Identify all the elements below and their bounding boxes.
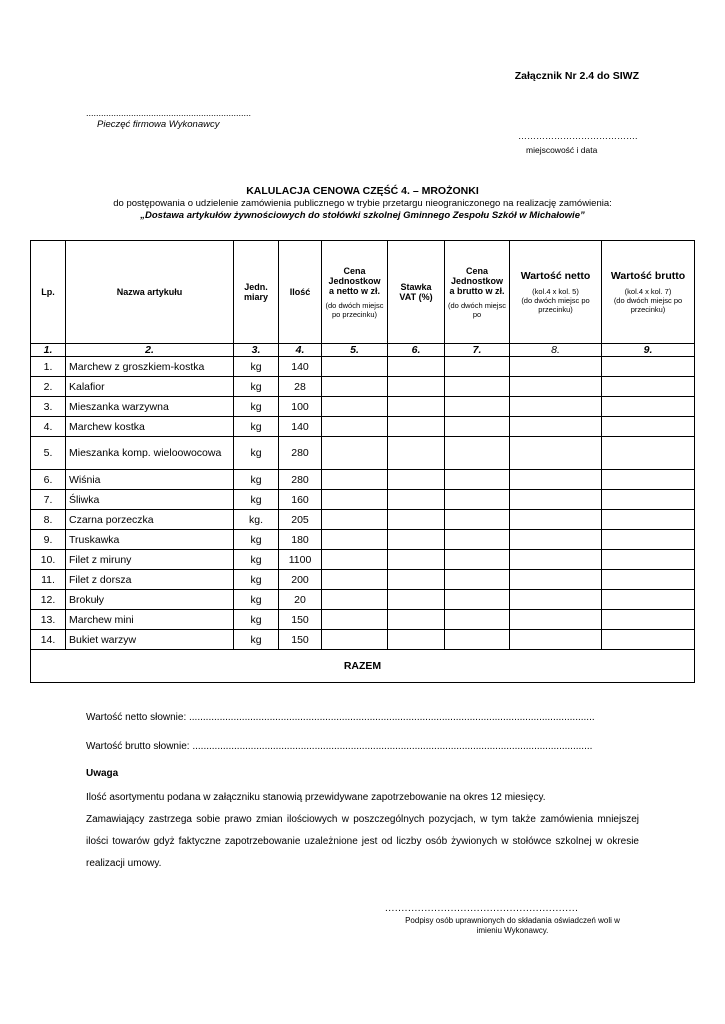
row-name: Filet z miruny [66, 550, 234, 570]
row-lp: 12. [31, 590, 66, 610]
header-net-value-formula: (kol.4 x kol. 5) [532, 287, 579, 296]
row-qty: 280 [279, 437, 322, 470]
table-row [31, 590, 695, 610]
row-name: Wiśnia [66, 470, 234, 490]
row-gross-price[interactable] [445, 470, 510, 490]
col-number: 8. [510, 344, 602, 357]
row-unit: kg [234, 610, 279, 630]
row-gross-price[interactable] [445, 510, 510, 530]
row-net-value[interactable] [510, 437, 602, 470]
table-row [31, 610, 695, 630]
row-gross-value[interactable] [602, 630, 695, 650]
row-qty: 200 [279, 570, 322, 590]
row-name: Truskawka [66, 530, 234, 550]
document-subtitle: do postępowania o udzielenie zamówienia publicznego w trybie przetargu nieograniczonego na realizację zamówienia: [113, 198, 612, 209]
contract-name: „Dostawa artykułów żywnościowych do stołówki szkolnej Gminnego Zespołu Szkół w Michałowie” [140, 210, 585, 221]
row-unit: kg [234, 490, 279, 510]
row-vat[interactable] [388, 550, 445, 570]
row-gross-value[interactable] [602, 417, 695, 437]
table-row [31, 377, 695, 397]
table-row [31, 530, 695, 550]
row-net-price[interactable] [322, 570, 388, 590]
row-gross-value[interactable] [602, 550, 695, 570]
row-qty: 140 [279, 417, 322, 437]
row-vat[interactable] [388, 630, 445, 650]
note-paragraph-1: Ilość asortymentu podana w załączniku stanowią przewidywane zapotrzebowanie na okres 12 miesięcy. [86, 792, 546, 803]
signature-label: Podpisy osób uprawnionych do składania oświadczeń woli w imieniu Wykonawcy. [405, 916, 620, 935]
total-label: RAZEM [31, 650, 695, 683]
row-net-price[interactable] [322, 550, 388, 570]
col-number: 3. [234, 344, 279, 357]
row-unit: kg [234, 377, 279, 397]
table-body [31, 357, 695, 650]
table-row [31, 510, 695, 530]
row-gross-price[interactable] [445, 590, 510, 610]
row-qty: 150 [279, 630, 322, 650]
header-gross-price-note: (do dwóch miejsc po [448, 300, 506, 319]
row-vat[interactable] [388, 610, 445, 630]
row-gross-price[interactable] [445, 397, 510, 417]
col-number: 9. [602, 344, 695, 357]
place-date-line: …………………………………. [518, 131, 638, 141]
row-vat[interactable] [388, 397, 445, 417]
table-row [31, 630, 695, 650]
row-name: Czarna porzeczka [66, 510, 234, 530]
row-lp: 5. [31, 437, 66, 470]
row-gross-value[interactable] [602, 437, 695, 470]
row-gross-price[interactable] [445, 437, 510, 470]
attachment-label: Załącznik Nr 2.4 do SIWZ [514, 70, 639, 82]
row-qty: 100 [279, 397, 322, 417]
row-name: Marchew mini [66, 610, 234, 630]
header-qty: Ilość [279, 241, 322, 344]
row-gross-price[interactable] [445, 530, 510, 550]
row-qty: 28 [279, 377, 322, 397]
row-vat[interactable] [388, 357, 445, 377]
row-vat[interactable] [388, 377, 445, 397]
row-gross-value[interactable] [602, 590, 695, 610]
row-vat[interactable] [388, 437, 445, 470]
row-vat[interactable] [388, 470, 445, 490]
table-row [31, 417, 695, 437]
column-number-row [31, 344, 695, 357]
row-net-value[interactable] [510, 397, 602, 417]
row-vat[interactable] [388, 530, 445, 550]
row-unit: kg [234, 550, 279, 570]
row-lp: 8. [31, 510, 66, 530]
row-net-value[interactable] [510, 357, 602, 377]
row-gross-price[interactable] [445, 377, 510, 397]
row-gross-value[interactable] [602, 530, 695, 550]
signature-line: ........................................................... [385, 903, 579, 914]
row-gross-value[interactable] [602, 510, 695, 530]
row-name: Brokuły [66, 590, 234, 610]
row-unit: kg [234, 397, 279, 417]
net-value-words: Wartość netto słownie: .................................................................................................................................................. [86, 712, 595, 723]
header-gross-value-note: (do dwóch miejsc po przecinku) [613, 296, 683, 314]
row-gross-price[interactable] [445, 610, 510, 630]
row-net-price[interactable] [322, 490, 388, 510]
row-qty: 160 [279, 490, 322, 510]
row-lp: 10. [31, 550, 66, 570]
row-name: Marchew kostka [66, 417, 234, 437]
price-table [30, 240, 695, 683]
row-lp: 4. [31, 417, 66, 437]
row-net-value[interactable] [510, 550, 602, 570]
row-net-price[interactable] [322, 470, 388, 490]
col-number: 1. [31, 344, 66, 357]
note-title: Uwaga [86, 768, 119, 779]
row-lp: 11. [31, 570, 66, 590]
col-number: 6. [388, 344, 445, 357]
row-gross-value[interactable] [602, 357, 695, 377]
row-net-value[interactable] [510, 470, 602, 490]
table-row [31, 357, 695, 377]
row-lp: 3. [31, 397, 66, 417]
row-name: Filet z dorsza [66, 570, 234, 590]
row-net-value[interactable] [510, 417, 602, 437]
row-net-price[interactable] [322, 417, 388, 437]
note-paragraph-2: Zamawiający zastrzega sobie prawo zmian ilościowych w poszczególnych pozycjach, w tym także zamówienia mniejszej ilości towarów gdyż faktyczne zapotrzebowanie uzależnione jest od liczby osób żywionych w stołówce szkolnej w okresie realizacji umowy. [86, 814, 639, 869]
row-net-price[interactable] [322, 397, 388, 417]
table-row [31, 397, 695, 417]
row-gross-value[interactable] [602, 570, 695, 590]
row-unit: kg [234, 570, 279, 590]
header-net-value-note: (do dwóch miejsc po przecinku) [521, 296, 590, 314]
row-net-price[interactable] [322, 510, 388, 530]
header-net-price-label: Cena Jednostkow a netto w zł. [328, 265, 381, 296]
header-vat: Stawka VAT (%) [388, 241, 445, 344]
row-name: Bukiet warzyw [66, 630, 234, 650]
row-lp: 13. [31, 610, 66, 630]
row-net-value[interactable] [510, 377, 602, 397]
row-qty: 180 [279, 530, 322, 550]
document-title: KALULACJA CENOWA CZĘŚĆ 4. – MROŻONKI [246, 185, 479, 197]
row-gross-value[interactable] [602, 397, 695, 417]
row-qty: 280 [279, 470, 322, 490]
header-net-value-label: Wartość netto [520, 270, 591, 282]
header-unit: Jedn. miary [234, 241, 279, 344]
row-net-price[interactable] [322, 357, 388, 377]
header-net-value [510, 241, 602, 344]
row-qty: 20 [279, 590, 322, 610]
row-lp: 9. [31, 530, 66, 550]
row-net-value[interactable] [510, 610, 602, 630]
table-header-row [31, 241, 695, 344]
row-net-value[interactable] [510, 490, 602, 510]
row-unit: kg [234, 630, 279, 650]
row-net-price[interactable] [322, 437, 388, 470]
row-vat[interactable] [388, 490, 445, 510]
stamp-line: .................................................................. [86, 108, 252, 118]
row-unit: kg [234, 437, 279, 470]
row-net-value[interactable] [510, 530, 602, 550]
row-name: Marchew z groszkiem-kostka [66, 357, 234, 377]
row-qty: 205 [279, 510, 322, 530]
row-unit: kg [234, 470, 279, 490]
table-row [31, 550, 695, 570]
row-gross-price[interactable] [445, 550, 510, 570]
row-net-value[interactable] [510, 630, 602, 650]
row-unit: kg [234, 530, 279, 550]
col-number: 2. [66, 344, 234, 357]
row-qty: 150 [279, 610, 322, 630]
table-row [31, 470, 695, 490]
gross-value-words: Wartość brutto słownie: ................................................................................................................................................ [86, 741, 593, 752]
place-date-label: miejscowość i data [526, 145, 598, 155]
row-name: Śliwka [66, 490, 234, 510]
table-row [31, 437, 695, 470]
col-number: 5. [322, 344, 388, 357]
row-vat[interactable] [388, 417, 445, 437]
header-net-price [322, 241, 388, 344]
header-gross-price [445, 241, 510, 344]
header-name: Nazwa artykułu [66, 241, 234, 344]
row-vat[interactable] [388, 590, 445, 610]
header-gross-value-formula: (kol.4 x kol. 7) [624, 287, 672, 296]
col-number: 4. [279, 344, 322, 357]
header-gross-value-label: Wartość brutto [610, 270, 686, 282]
row-name: Mieszanka warzywna [66, 397, 234, 417]
row-vat[interactable] [388, 570, 445, 590]
row-net-price[interactable] [322, 630, 388, 650]
row-lp: 14. [31, 630, 66, 650]
row-gross-value[interactable] [602, 377, 695, 397]
row-name: Kalafior [66, 377, 234, 397]
col-number: 7. [445, 344, 510, 357]
row-vat[interactable] [388, 510, 445, 530]
row-net-value[interactable] [510, 590, 602, 610]
row-qty: 140 [279, 357, 322, 377]
row-unit: kg [234, 417, 279, 437]
row-gross-price[interactable] [445, 417, 510, 437]
row-lp: 7. [31, 490, 66, 510]
table-row [31, 570, 695, 590]
row-gross-price[interactable] [445, 357, 510, 377]
stamp-label: Pieczęć firmowa Wykonawcy [97, 119, 220, 130]
row-gross-price[interactable] [445, 490, 510, 510]
row-lp: 2. [31, 377, 66, 397]
row-net-price[interactable] [322, 530, 388, 550]
header-net-price-note: (do dwóch miejsc po przecinku) [325, 300, 384, 319]
header-gross-price-label: Cena Jednostkow a brutto w zł. [449, 265, 505, 296]
row-qty: 1100 [279, 550, 322, 570]
header-gross-value [602, 241, 695, 344]
table-row [31, 490, 695, 510]
row-net-value[interactable] [510, 570, 602, 590]
row-gross-price[interactable] [445, 630, 510, 650]
row-net-value[interactable] [510, 510, 602, 530]
row-net-price[interactable] [322, 377, 388, 397]
row-gross-price[interactable] [445, 570, 510, 590]
row-net-price[interactable] [322, 610, 388, 630]
row-gross-value[interactable] [602, 490, 695, 510]
title-block [0, 185, 725, 221]
row-lp: 6. [31, 470, 66, 490]
row-name: Mieszanka komp. wieloowocowa [66, 437, 234, 470]
row-unit: kg [234, 590, 279, 610]
total-row [31, 650, 695, 683]
row-lp: 1. [31, 357, 66, 377]
row-unit: kg [234, 357, 279, 377]
header-lp: Lp. [31, 241, 66, 344]
row-net-price[interactable] [322, 590, 388, 610]
row-gross-value[interactable] [602, 610, 695, 630]
row-gross-value[interactable] [602, 470, 695, 490]
row-unit: kg. [234, 510, 279, 530]
